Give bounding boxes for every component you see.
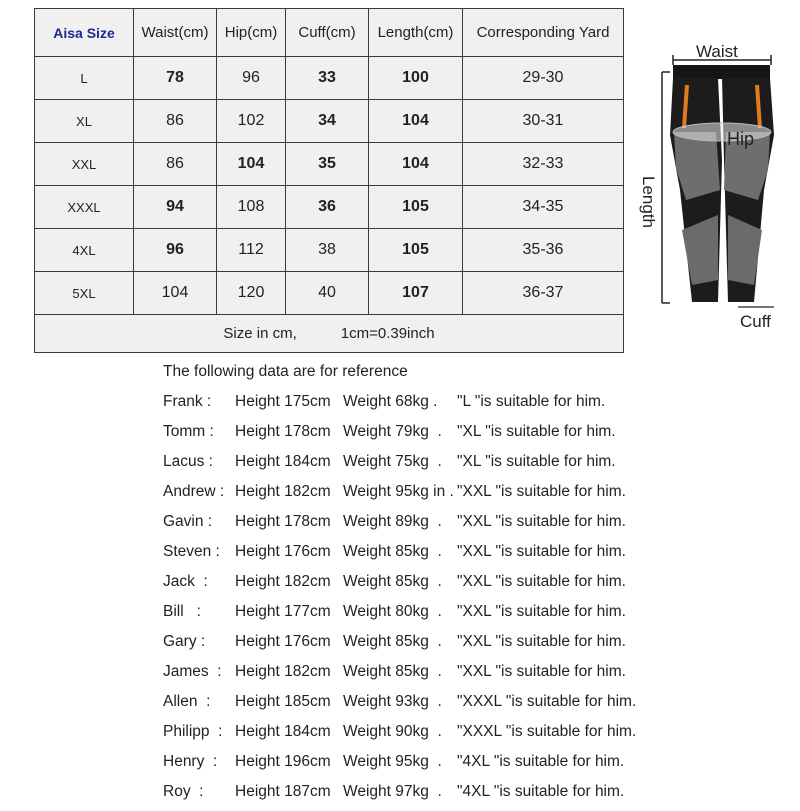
reference-weight: Weight 95kg in .	[343, 483, 454, 500]
reference-height: Height 196cm	[235, 753, 331, 770]
waist-label: Waist	[696, 42, 738, 61]
table-row	[35, 57, 624, 100]
reference-name: Steven :	[163, 543, 220, 560]
reference-row	[163, 601, 626, 631]
table-row	[35, 100, 624, 143]
size-cell: L	[35, 57, 134, 100]
header-waist: Waist(cm)	[134, 9, 217, 57]
reference-weight: Weight 90kg .	[343, 723, 442, 740]
waist-cell: 86	[134, 143, 217, 186]
reference-fit: "XXXL "is suitable for him.	[457, 693, 637, 710]
reference-fit: "XXL "is suitable for him.	[457, 603, 626, 620]
reference-height: Height 184cm	[235, 723, 331, 740]
reference-name: Andrew :	[163, 483, 225, 500]
hip-cell: 108	[217, 186, 286, 229]
reference-list	[163, 361, 637, 811]
reference-name: Gary :	[163, 633, 206, 650]
cuff-cell: 40	[286, 272, 369, 315]
reference-name: Allen :	[163, 693, 211, 710]
length-cell: 104	[369, 100, 463, 143]
pants-measurement-diagram	[640, 40, 790, 340]
length-label: Length	[639, 176, 658, 228]
header-corresponding-yard: Corresponding Yard	[463, 9, 624, 57]
reference-fit: "XXL "is suitable for him.	[457, 543, 626, 560]
hip-cell: 112	[217, 229, 286, 272]
reference-name: Gavin :	[163, 513, 213, 530]
reference-weight: Weight 85kg .	[343, 543, 442, 560]
cuff-cell: 38	[286, 229, 369, 272]
reference-weight: Weight 68kg .	[343, 393, 438, 410]
reference-fit: "XXL "is suitable for him.	[457, 513, 626, 530]
hip-label: Hip	[727, 129, 755, 149]
reference-height: Height 182cm	[235, 483, 331, 500]
reference-fit: "4XL "is suitable for him.	[457, 783, 625, 800]
reference-fit: "XXL "is suitable for him.	[457, 633, 626, 650]
length-cell: 105	[369, 229, 463, 272]
note-conversion: 1cm=0.39inch	[340, 325, 435, 342]
reference-weight: Weight 80kg .	[343, 603, 442, 620]
length-cell: 100	[369, 57, 463, 100]
reference-height: Height 178cm	[235, 423, 331, 440]
reference-height: Height 178cm	[235, 513, 331, 530]
yard-cell: 35-36	[463, 229, 624, 272]
reference-weight: Weight 75kg .	[343, 453, 442, 470]
reference-name: Roy :	[163, 783, 204, 800]
reference-height: Height 176cm	[235, 633, 331, 650]
table-header-row	[35, 9, 624, 57]
size-cell: 4XL	[35, 229, 134, 272]
cuff-cell: 33	[286, 57, 369, 100]
cuff-cell: 36	[286, 186, 369, 229]
waist-cell: 86	[134, 100, 217, 143]
table-row	[35, 143, 624, 186]
yard-cell: 30-31	[463, 100, 624, 143]
table-note	[35, 315, 624, 353]
reference-weight: Weight 85kg .	[343, 573, 442, 590]
reference-name: Henry :	[163, 753, 218, 770]
reference-weight: Weight 79kg .	[343, 423, 442, 440]
reference-name: Lacus :	[163, 453, 213, 470]
reference-row	[163, 751, 625, 781]
hip-cell: 104	[217, 143, 286, 186]
note-unit: Size in cm,	[223, 325, 297, 342]
reference-row	[163, 631, 626, 661]
hip-cell: 120	[217, 272, 286, 315]
size-table	[34, 8, 624, 353]
reference-row	[163, 661, 626, 691]
reference-height: Height 185cm	[235, 693, 331, 710]
reference-name: Frank :	[163, 393, 212, 410]
header-aisa-size: Aisa Size	[35, 9, 134, 57]
reference-weight: Weight 97kg .	[343, 783, 442, 800]
reference-row	[163, 571, 626, 601]
reference-height: Height 176cm	[235, 543, 331, 560]
reference-row	[163, 781, 625, 811]
reference-row	[163, 721, 637, 751]
size-cell: XXL	[35, 143, 134, 186]
waist-cell: 96	[134, 229, 217, 272]
yard-cell: 36-37	[463, 272, 624, 315]
reference-fit: "XL "is suitable for him.	[457, 453, 616, 470]
waist-cell: 94	[134, 186, 217, 229]
reference-name: Bill :	[163, 603, 201, 620]
size-cell: 5XL	[35, 272, 134, 315]
header-hip: Hip(cm)	[217, 9, 286, 57]
reference-weight: Weight 89kg .	[343, 513, 442, 530]
length-cell: 105	[369, 186, 463, 229]
hip-cell: 96	[217, 57, 286, 100]
cuff-cell: 34	[286, 100, 369, 143]
header-length: Length(cm)	[369, 9, 463, 57]
reference-height: Height 187cm	[235, 783, 331, 800]
reference-weight: Weight 85kg .	[343, 663, 442, 680]
reference-row	[163, 481, 626, 511]
reference-weight: Weight 95kg .	[343, 753, 442, 770]
reference-height: Height 182cm	[235, 573, 331, 590]
reference-fit: "XXL "is suitable for him.	[457, 483, 626, 500]
pants-illustration	[640, 40, 790, 340]
reference-height: Height 182cm	[235, 663, 331, 680]
reference-fit: "XL "is suitable for him.	[457, 423, 616, 440]
header-cuff: Cuff(cm)	[286, 9, 369, 57]
reference-name: Jack :	[163, 573, 208, 590]
reference-weight: Weight 93kg .	[343, 693, 442, 710]
reference-fit: "XXL "is suitable for him.	[457, 663, 626, 680]
yard-cell: 32-33	[463, 143, 624, 186]
cuff-label: Cuff	[740, 312, 771, 331]
reference-name: Philipp :	[163, 723, 223, 740]
cuff-cell: 35	[286, 143, 369, 186]
reference-height: Height 184cm	[235, 453, 331, 470]
reference-row	[163, 421, 616, 451]
size-cell: XXXL	[35, 186, 134, 229]
reference-name: James :	[163, 663, 222, 680]
reference-row	[163, 451, 616, 481]
reference-height: Height 177cm	[235, 603, 331, 620]
pants-waistband	[673, 65, 770, 79]
waist-cell: 78	[134, 57, 217, 100]
yard-cell: 34-35	[463, 186, 624, 229]
length-cell: 104	[369, 143, 463, 186]
table-row	[35, 186, 624, 229]
reference-height: Height 175cm	[235, 393, 331, 410]
table-row	[35, 272, 624, 315]
reference-name: Tomm :	[163, 423, 214, 440]
size-cell: XL	[35, 100, 134, 143]
length-cell: 107	[369, 272, 463, 315]
reference-row	[163, 541, 626, 571]
reference-row	[163, 391, 606, 421]
reference-fit: "XXXL "is suitable for him.	[457, 723, 637, 740]
waist-cell: 104	[134, 272, 217, 315]
hip-guide-ellipse	[673, 123, 771, 141]
table-row	[35, 229, 624, 272]
reference-fit: "4XL "is suitable for him.	[457, 753, 625, 770]
reference-weight: Weight 85kg .	[343, 633, 442, 650]
table-note-row	[35, 315, 624, 353]
hip-cell: 102	[217, 100, 286, 143]
reference-heading: The following data are for reference	[163, 363, 408, 380]
yard-cell: 29-30	[463, 57, 624, 100]
reference-fit: "XXL "is suitable for him.	[457, 573, 626, 590]
reference-row	[163, 691, 637, 721]
reference-fit: "L "is suitable for him.	[457, 393, 606, 410]
reference-row	[163, 511, 626, 541]
